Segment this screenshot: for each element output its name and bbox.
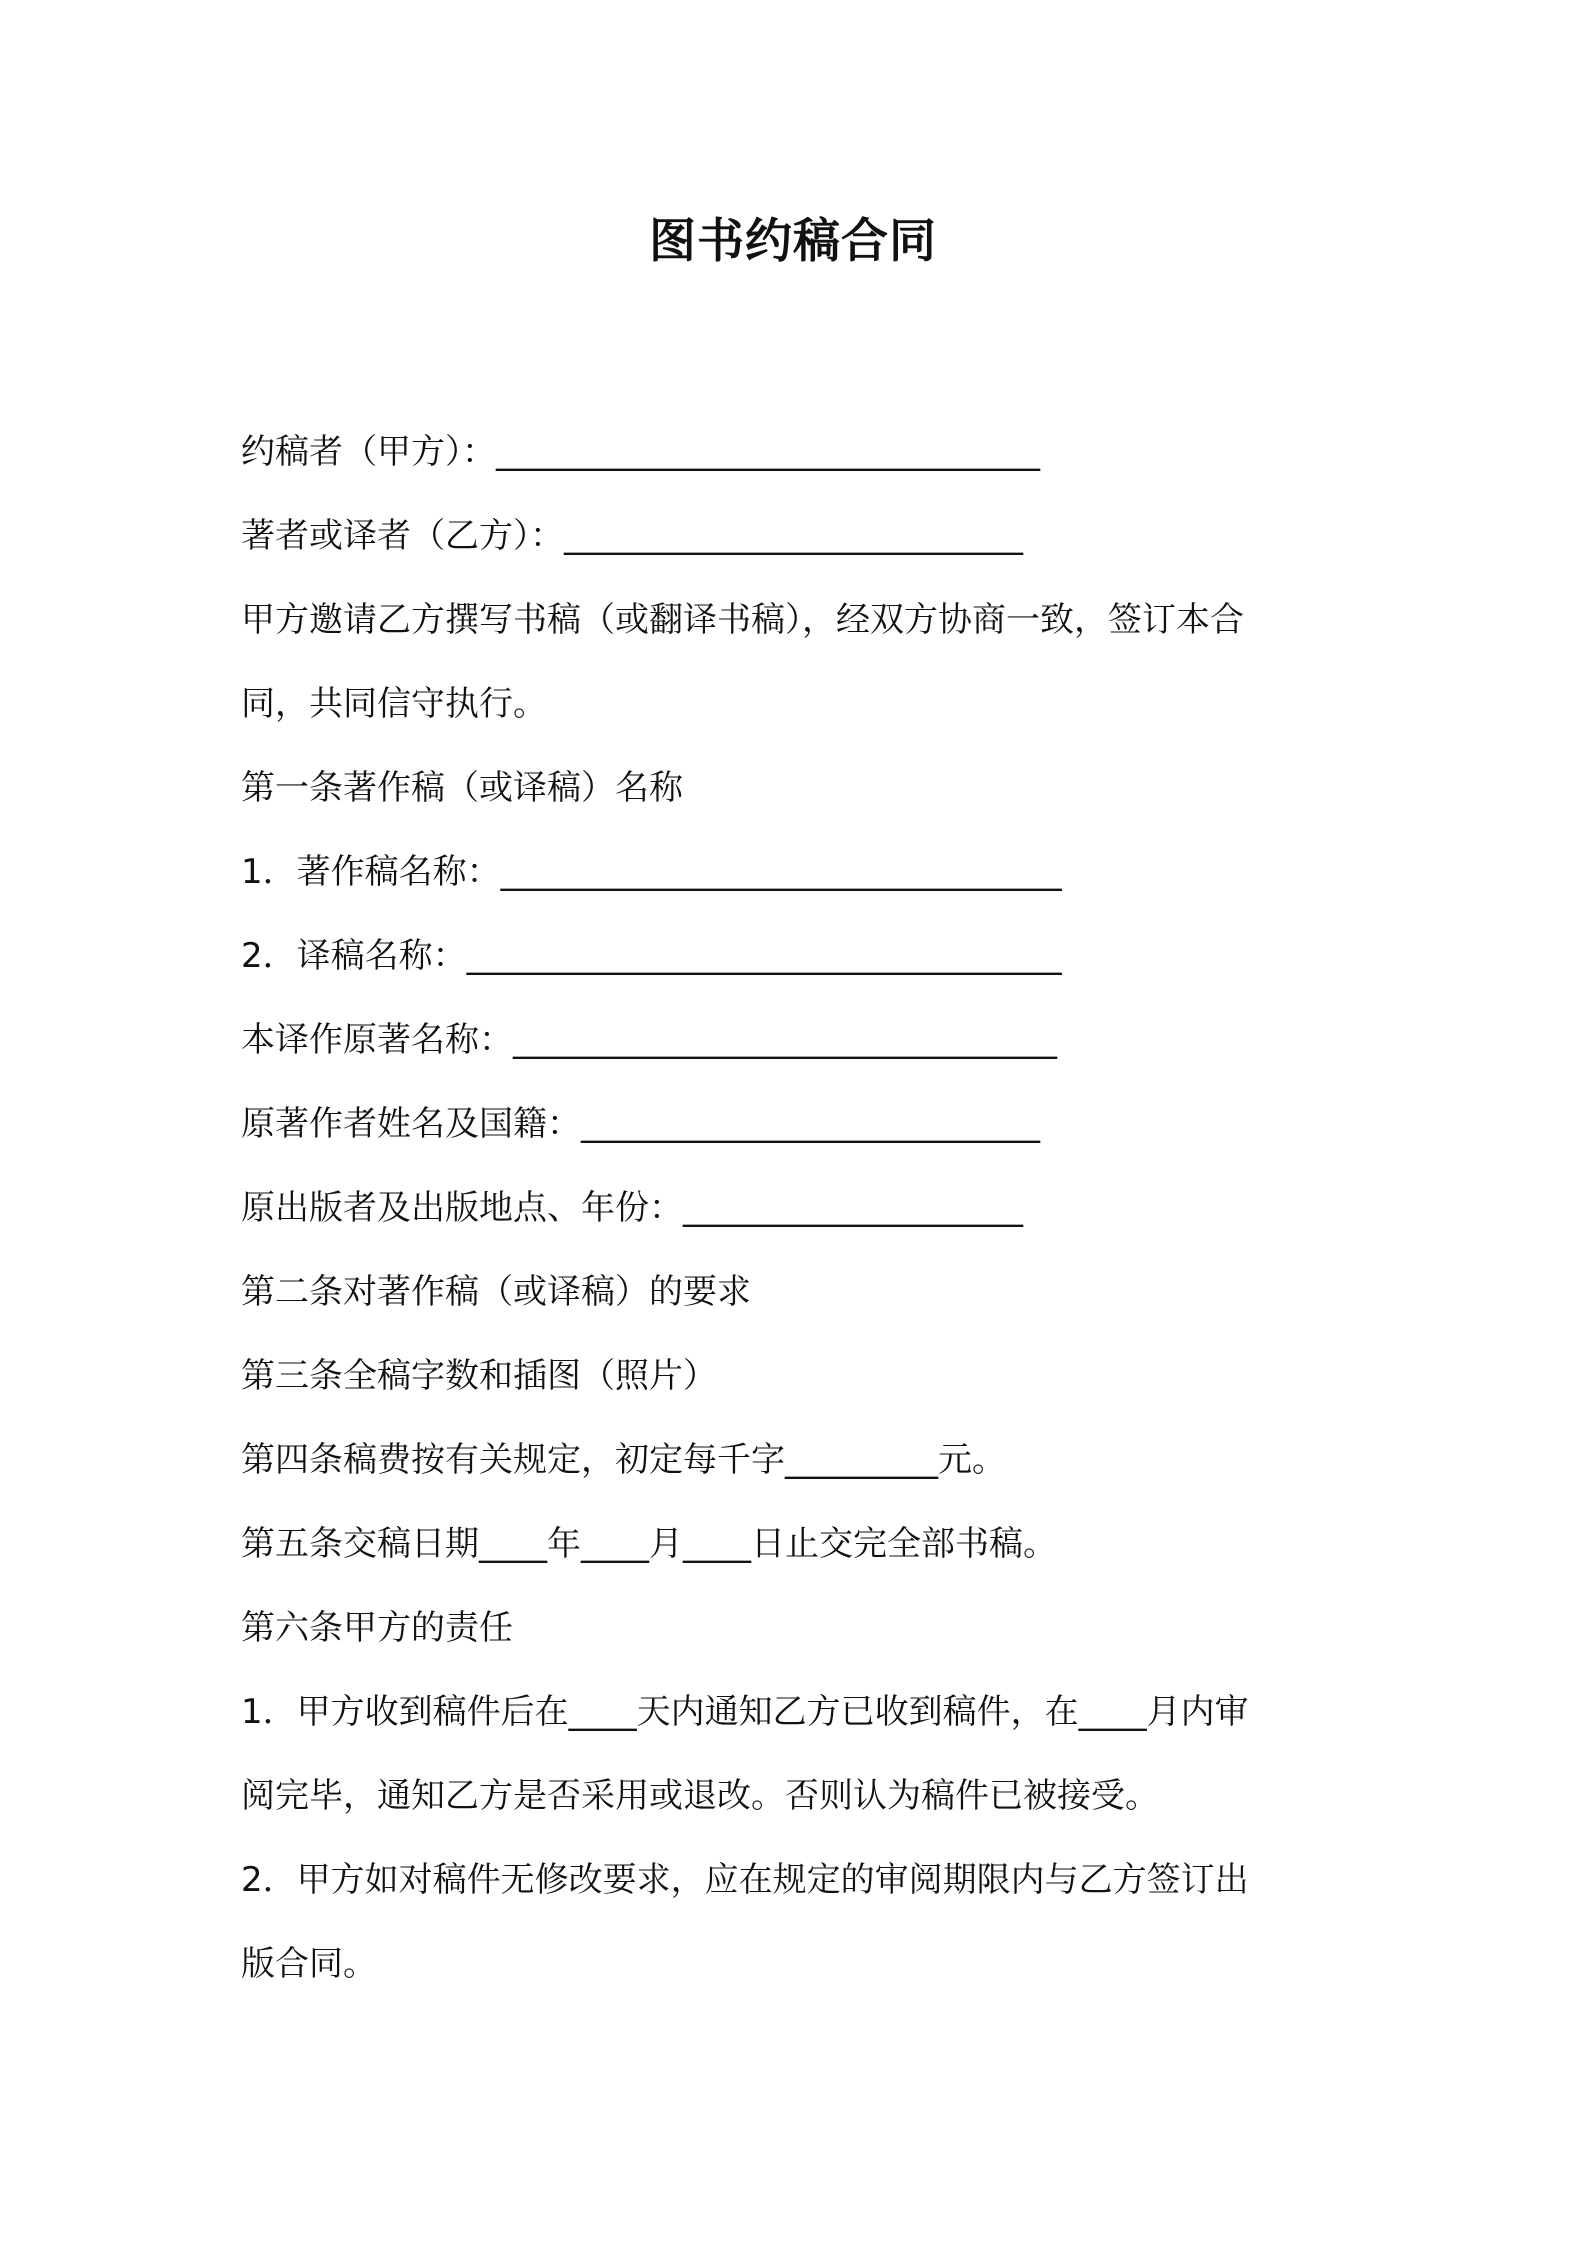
original-title-line: 本译作原著名称：________________________________ (241, 1020, 1057, 1060)
preamble-line-2: 同，共同信守执行。 (241, 684, 547, 724)
article-3-heading: 第三条全稿字数和插图（照片） (241, 1356, 717, 1396)
article-1-heading: 第一条著作稿（或译稿）名称 (241, 768, 683, 808)
article-4-line: 第四条稿费按有关规定，初定每千字_________元。 (241, 1440, 1006, 1480)
party-b-line: 著者或译者（乙方）：___________________________ (241, 516, 1023, 556)
document-title: 图书约稿合同 (649, 214, 937, 269)
original-author-line: 原著作者姓名及国籍：___________________________ (241, 1104, 1040, 1144)
party-a-line: 约稿者（甲方）：________________________________ (241, 432, 1040, 472)
article-1-item-1: 1．著作稿名称：_________________________________ (241, 852, 1062, 892)
original-publisher-line: 原出版者及出版地点、年份：____________________ (241, 1188, 1023, 1228)
article-1-item-2: 2．译稿名称：___________________________________ (241, 936, 1062, 976)
article-6-item-2-line-1: 2．甲方如对稿件无修改要求，应在规定的审阅期限内与乙方签订出 (241, 1860, 1249, 1900)
contract-body (241, 410, 1361, 2006)
article-6-item-1-line-1: 1．甲方收到稿件后在____天内通知乙方已收到稿件，在____月内审 (241, 1692, 1249, 1732)
article-6-item-1-line-2: 阅完毕，通知乙方是否采用或退改。否则认为稿件已被接受。 (241, 1776, 1159, 1816)
article-2-heading: 第二条对著作稿（或译稿）的要求 (241, 1272, 751, 1312)
article-5-line: 第五条交稿日期____年____月____日止交完全部书稿。 (241, 1524, 1057, 1564)
preamble-line-1: 甲方邀请乙方撰写书稿（或翻译书稿），经双方协商一致，签订本合 (241, 600, 1244, 640)
article-6-item-2-line-2: 版合同。 (241, 1944, 377, 1984)
article-6-heading: 第六条甲方的责任 (241, 1608, 513, 1648)
